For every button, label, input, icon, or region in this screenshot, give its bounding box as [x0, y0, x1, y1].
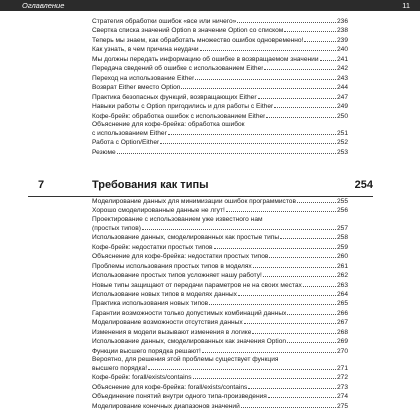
toc-leader-dots [168, 129, 336, 135]
toc-entry-title: Проектирование с использованием уже известного нам [92, 215, 263, 223]
toc-entry [92, 216, 348, 233]
toc-entry-title: Использование данных, смоделированных как значения Option [92, 338, 287, 346]
toc-leader-dots [252, 328, 336, 334]
toc-leader-dots [287, 337, 336, 343]
toc-entry [92, 373, 348, 382]
toc-entry [92, 45, 348, 54]
chapter-number: 7 [38, 179, 45, 191]
chapter-title: Требования как типы [92, 179, 209, 191]
toc-entry-page: 263 [336, 281, 348, 289]
toc-entry-page: 238 [336, 27, 348, 35]
toc-entry-title: Теперь мы знаем, как обработать множество ошибок одновременно! [92, 36, 304, 44]
toc-entry-page: 250 [336, 112, 348, 120]
toc-entry [92, 138, 348, 147]
toc-entry [92, 36, 348, 45]
toc-entry-page: 272 [336, 374, 348, 382]
toc-leader-dots [304, 36, 336, 42]
toc-leader-dots [258, 93, 336, 99]
toc-leader-dots [263, 271, 336, 277]
toc-leader-dots [320, 55, 336, 61]
toc-entry [92, 102, 348, 111]
toc-entry-page: 256 [336, 207, 348, 215]
toc-entry-title: Стратегия обработки ошибок «все или ничего» [92, 18, 237, 25]
toc-entry-page: 244 [336, 84, 348, 92]
toc-entry-page: 259 [336, 243, 348, 251]
toc-leader-dots [117, 148, 336, 154]
toc-entry [92, 17, 348, 26]
toc-leader-dots [193, 373, 336, 379]
toc-entry-title: Объяснение для кофе-брейка: forall/exists/contains [92, 383, 248, 391]
toc-entry-title-continued: с использованием Either [92, 129, 167, 137]
toc-entry-page: 270 [336, 347, 348, 355]
toc-leader-dots [287, 309, 336, 315]
toc-entry [92, 243, 348, 252]
toc-entry [92, 197, 348, 206]
toc-leader-dots [303, 281, 336, 287]
toc-leader-dots [297, 197, 336, 203]
toc-entry-page: 241 [336, 55, 348, 63]
toc-leader-dots [244, 318, 336, 324]
toc-entry [92, 383, 348, 392]
toc-entry-page: 262 [336, 272, 348, 280]
toc-entry-title: Как узнать, в чем причина неудачи [92, 46, 199, 54]
toc-entry-title: Изменения в модели вызывают изменения в логике [92, 328, 252, 336]
toc-leader-dots [241, 402, 336, 408]
toc-leader-dots [284, 26, 336, 32]
toc-entry-title: Объяснение для кофе-брейка: обработка ошибок [92, 120, 245, 128]
chapter-heading [28, 178, 373, 197]
toc-entry-page: 266 [336, 309, 348, 317]
toc-entry-page: 274 [336, 393, 348, 401]
toc-leader-dots [202, 347, 336, 353]
toc-entry-page: 252 [336, 139, 348, 147]
toc-entry-page: 243 [336, 74, 348, 82]
toc-entry-title: Практика безопасных функций, возвращающих Either [92, 93, 257, 101]
toc-entry-title-continued: высшего порядка! [92, 365, 148, 372]
toc-entry [92, 148, 348, 157]
running-head-title: Оглавление [22, 1, 65, 10]
toc-entry-title: Переход на использование Either [92, 74, 195, 82]
toc-leader-dots [238, 290, 336, 296]
toc-entry [92, 281, 348, 290]
toc-entry-title: Объяснение для кофе-брейка: недостатки простых типов [92, 253, 269, 261]
toc-entry-title: Использование новых типов в моделях данных [92, 290, 237, 298]
toc-entry-page: 255 [336, 198, 348, 205]
toc-leader-dots [264, 64, 336, 70]
chapter-page-number: 254 [354, 179, 373, 191]
toc-leader-dots [274, 102, 336, 108]
toc-entry [92, 392, 348, 401]
toc-entry [92, 74, 348, 83]
toc-entry-page: 264 [336, 290, 348, 298]
toc-entry [92, 356, 348, 373]
toc-entry [92, 299, 348, 308]
toc-leader-dots [200, 45, 336, 51]
toc-entry [92, 252, 348, 261]
toc-entry [92, 337, 348, 346]
toc-leader-dots [209, 299, 336, 305]
toc-entry [92, 233, 348, 242]
toc-leader-dots [142, 224, 336, 230]
toc-entry-title: Мы должны передать информацию об ошибке в возвращаемом значении [92, 55, 319, 63]
toc-leader-dots [181, 83, 336, 89]
toc-entry-title: Использование данных, смоделированных как простые типы [92, 234, 280, 242]
toc-entry-title: Моделирование конечных диапазонов значений [92, 402, 240, 410]
toc-leader-dots [266, 112, 336, 118]
toc-leader-dots [195, 74, 336, 80]
toc-entry-title: Навыки работы с Option пригодились и для работы с Either [92, 103, 274, 111]
toc-entry-title: Моделирование возможности отсутствия данных [92, 319, 243, 327]
toc-entry-title: Кофе-брейк: обработка ошибок с использованием Either [92, 112, 266, 120]
toc-entry-title: Объединение понятий внутри одного типа-произведения [92, 393, 267, 401]
toc-entry-page: 265 [336, 300, 348, 308]
toc-entry [92, 262, 348, 271]
toc-entry-title: Резюме [92, 148, 116, 156]
toc-leader-dots [226, 206, 336, 212]
toc-entry [92, 309, 348, 318]
toc-leader-dots [237, 17, 336, 23]
toc-entry [92, 290, 348, 299]
toc-entry-page: 249 [336, 103, 348, 111]
toc-entry-page: 251 [336, 129, 348, 137]
running-head [0, 0, 420, 11]
toc-entry-title: Моделирование данных для минимизации ошибок программистов [92, 198, 296, 205]
toc-entry-title: Использование простых типов усложняет нашу работу! [92, 272, 262, 280]
toc-leader-dots [214, 243, 336, 249]
toc-entry [92, 55, 348, 64]
toc-entry-title: Проблемы использования простых типов в моделях [92, 262, 252, 270]
toc-entry [92, 121, 348, 138]
toc-leader-dots [269, 252, 336, 258]
toc-entry-page: 273 [336, 383, 348, 391]
toc-entry [92, 93, 348, 102]
toc-entry-title: Гарантии возможности только допустимых комбинаций данных [92, 309, 287, 317]
toc-entry-page: 236 [336, 18, 348, 25]
toc-entry-page: 253 [336, 148, 348, 156]
toc-entry-page: 271 [336, 365, 348, 372]
toc-entry-page: 260 [336, 253, 348, 261]
toc-entry [92, 347, 348, 356]
toc-entry [92, 112, 348, 121]
toc-leader-dots [160, 138, 336, 144]
toc-entry-title: Функции высшего порядка решают! [92, 347, 201, 355]
toc-entry-page: 239 [336, 36, 348, 44]
toc-entry-page: 247 [336, 93, 348, 101]
toc-entry-title: Вероятно, для решения этой проблемы существует функция [92, 356, 279, 364]
toc-leader-dots [253, 262, 336, 268]
toc-entry-title: Возврат Either вместо Option [92, 84, 181, 92]
toc-entry [92, 271, 348, 280]
toc-entry [92, 318, 348, 327]
toc-entry [92, 26, 348, 35]
toc-leader-dots [248, 383, 336, 389]
toc-entry-title: Хорошо смоделированные данные не лгут! [92, 207, 225, 215]
toc-entry-title: Практика использования новых типов [92, 300, 209, 308]
toc-entry-page: 275 [336, 402, 348, 410]
toc-entry-title: Новые типы защищают от передачи параметров не на своих местах [92, 281, 302, 289]
toc-entry-page: 258 [336, 234, 348, 242]
toc-entry-page: 268 [336, 328, 348, 336]
toc-entry-title-continued: (простых типов) [92, 224, 141, 232]
toc-entry-title: Кофе-брейк: недостатки простых типов [92, 243, 213, 251]
toc-entry-title: Кофе-брейк: forall/exists/contains [92, 374, 192, 382]
toc-entry-page: 267 [336, 319, 348, 327]
toc-leader-dots [268, 392, 336, 398]
toc-entry [92, 328, 348, 337]
toc-entry-title: Работа с Option/Either [92, 139, 160, 147]
toc-entry-title: Свертка списка значений Option в значение Option со списком [92, 27, 284, 35]
toc-entry [92, 206, 348, 215]
toc-entry [92, 83, 348, 92]
toc-entry [92, 402, 348, 411]
toc-entry-page: 257 [336, 224, 348, 232]
toc-entry-page: 269 [336, 338, 348, 346]
toc-entry-page: 261 [336, 262, 348, 270]
running-head-page-number: 11 [402, 1, 410, 10]
toc-leader-dots [280, 233, 336, 239]
toc-leader-dots [148, 364, 336, 370]
toc-entry [92, 64, 348, 73]
toc-entry-page: 240 [336, 46, 348, 54]
toc-entry-page: 242 [336, 65, 348, 73]
toc-entry-title: Передача сведений об ошибке с использованием Either [92, 65, 264, 73]
